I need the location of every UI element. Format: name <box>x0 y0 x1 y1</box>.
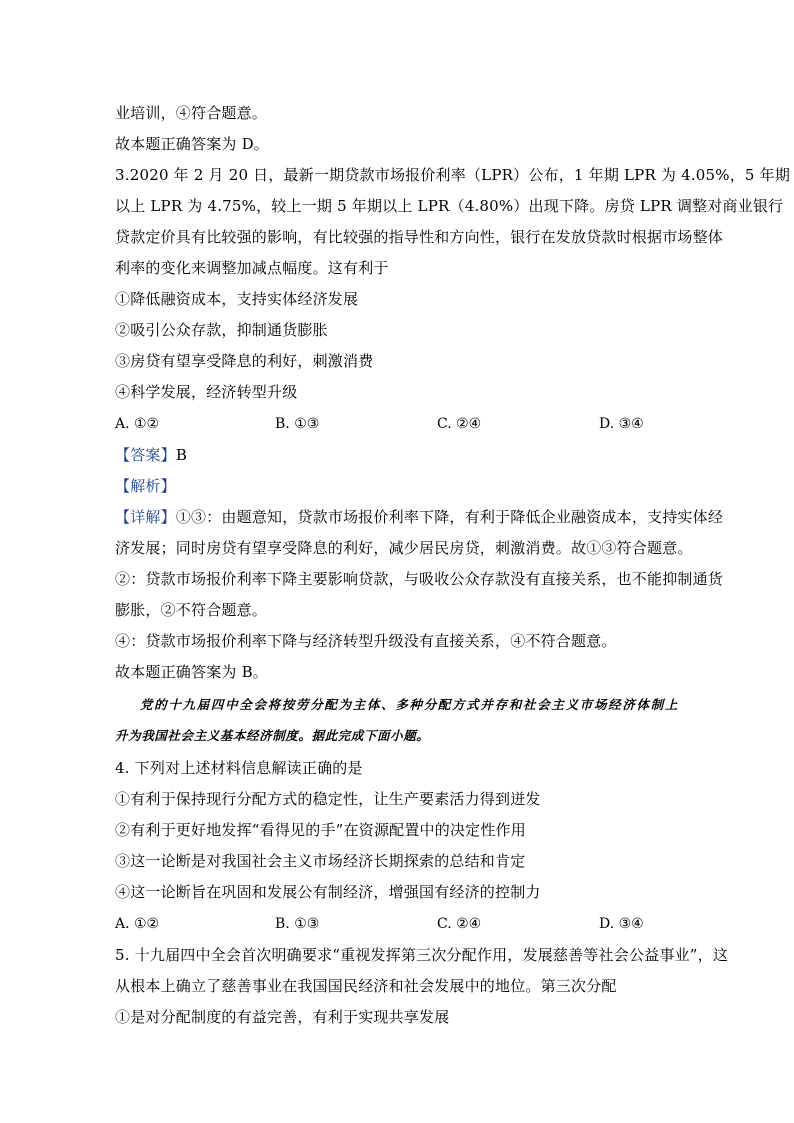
analysis-line <box>115 476 176 496</box>
option-a: A. ①② <box>115 416 160 432</box>
option-a: A. ①② <box>115 916 160 932</box>
detail-text: 膨胀，②不符合题意。 <box>115 601 268 619</box>
detail-text: ①③：由题意知，贷款市场报价利率下降，有利于降低企业融资成本，支持实体经 <box>175 508 724 526</box>
material-text: 升为我国社会主义基本经济制度。据此完成下面小题。 <box>115 728 430 743</box>
option-b: B. ①③ <box>275 916 320 932</box>
statement-4: ④这一论断旨在巩固和发展公有制经济，增强国有经济的控制力 <box>115 883 541 901</box>
material-text: 党的十九届四中全会将按劳分配为主体、多种分配方式并存和社会主义市场经济体制上 <box>140 697 678 712</box>
statement-1: ①降低融资成本，支持实体经济发展 <box>115 290 359 308</box>
option-d: D. ③④ <box>599 416 644 432</box>
text-line: 业培训，④符合题意。 <box>115 104 268 122</box>
question-5-stem: 5. 十九届四中全会首次明确要求“重视发挥第三次分配作用，发展慈善等社会公益事业”，这 <box>115 946 729 964</box>
statement-1: ①有利于保持现行分配方式的稳定性，让生产要素活力得到迸发 <box>115 790 541 808</box>
detail-text: 济发展；同时房贷有望享受降息的利好，减少居民房贷，刺激消费。故①③符合题意。 <box>115 539 693 557</box>
question-3-stem: 以上 LPR 为 4.75%，较上一期 5 年期以上 LPR（4.80%）出现下降。房贷 LPR 调整对商业银行 <box>115 197 784 215</box>
option-d: D. ③④ <box>599 916 644 932</box>
statement-4: ④科学发展，经济转型升级 <box>115 383 298 401</box>
answer-value: B <box>175 446 188 464</box>
question-3-stem: 利率的变化来调整加减点幅度。这有利于 <box>115 259 389 277</box>
detail-line <box>115 507 724 527</box>
detail-text: 故本题正确答案为 B。 <box>115 663 268 681</box>
detail-text: ②：贷款市场报价利率下降主要影响贷款，与吸收公众存款没有直接关系，也不能抑制通货 <box>115 570 724 588</box>
detail-tag: 【详解】 <box>115 508 176 526</box>
answer-tag: 【答案】 <box>115 446 176 464</box>
statement-3: ③房贷有望享受降息的利好，刺激消费 <box>115 352 374 370</box>
question-4-stem: 4. 下列对上述材料信息解读正确的是 <box>115 759 363 777</box>
analysis-tag: 【解析】 <box>115 477 176 495</box>
question-3-stem: 贷款定价具有比较强的影响，有比较强的指导性和方向性，银行在发放贷款时根据市场整体 <box>115 228 724 246</box>
option-b: B. ①③ <box>275 416 320 432</box>
option-c: C. ②④ <box>437 416 482 432</box>
question-3-stem: 3.2020 年 2 月 20 日，最新一期贷款市场报价利率（LPR）公布，1 年期 LPR 为 4.05%，5 年期 <box>115 166 791 184</box>
answer-line <box>115 445 187 465</box>
detail-text: ④：贷款市场报价利率下降与经济转型升级没有直接关系，④不符合题意。 <box>115 632 617 650</box>
statement-1: ①是对分配制度的有益完善，有利于实现共享发展 <box>115 1008 450 1026</box>
option-c: C. ②④ <box>437 916 482 932</box>
question-5-stem: 从根本上确立了慈善事业在我国国民经济和社会发展中的地位。第三次分配 <box>115 977 617 995</box>
statement-3: ③这一论断是对我国社会主义市场经济长期探索的总结和肯定 <box>115 852 526 870</box>
statement-2: ②有利于更好地发挥“看得见的手”在资源配置中的决定性作用 <box>115 821 526 839</box>
text-line: 故本题正确答案为 D。 <box>115 135 269 153</box>
statement-2: ②吸引公众存款，抑制通货膨胀 <box>115 321 328 339</box>
